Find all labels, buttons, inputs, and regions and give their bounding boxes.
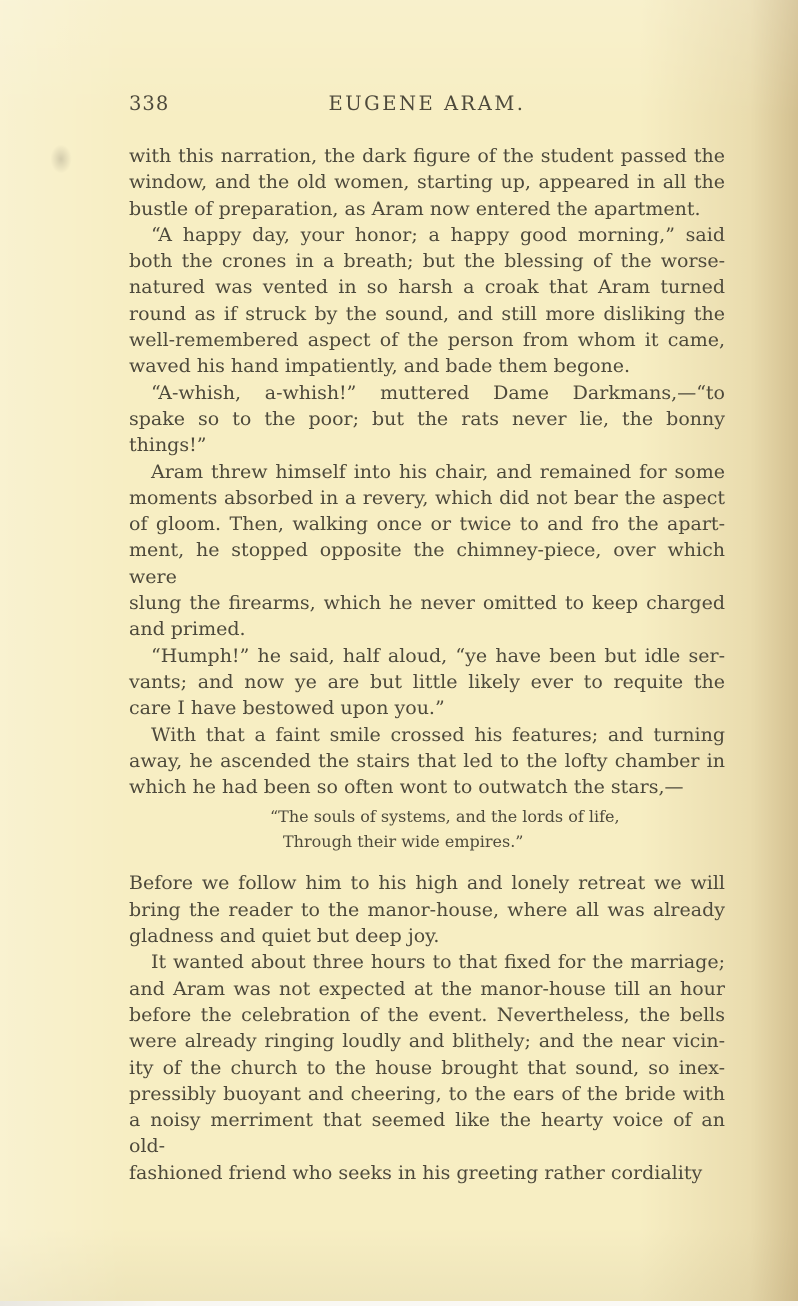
text-line: “Humph!” he said, half aloud, “ye have been but idle ser-: [151, 644, 725, 667]
text-line: With that a faint smile crossed his features; and turning: [151, 723, 725, 746]
running-title: EUGENE ARAM.: [328, 92, 526, 115]
text-line: bring the reader to the manor-house, where all was already: [129, 898, 725, 921]
text-line: things!”: [129, 434, 207, 457]
text-line: both the crones in a breath; but the blessing of the worse-: [129, 250, 725, 273]
page-header: [129, 92, 725, 118]
text-line: waved his hand impatiently, and bade them begone.: [129, 355, 631, 378]
text-line: Through their wide empires.”: [283, 832, 524, 852]
paragraph: [129, 222, 725, 380]
text-line: round as if struck by the sound, and still more disliking the: [129, 302, 725, 325]
text-line: bustle of preparation, as Aram now entered the apartment.: [129, 197, 701, 220]
text-line: were already ringing loudly and blithely; and the near vicin-: [129, 1030, 725, 1053]
text-line: “A-whish, a-whish!” muttered Dame Darkmans,—“to: [151, 381, 725, 404]
text-line: window, and the old women, starting up, appeared in all the: [129, 171, 725, 194]
verse-quote: [270, 804, 725, 854]
text-line: gladness and quiet but deep joy.: [129, 925, 440, 948]
text-line: It wanted about three hours to that fixed for the marriage;: [151, 951, 725, 974]
text-line: a noisy merriment that seemed like the hearty voice of an old-: [129, 1109, 725, 1158]
text-line: Aram threw himself into his chair, and remained for some: [151, 460, 725, 483]
paragraph: [129, 143, 725, 222]
text-line: “The souls of systems, and the lords of life,: [270, 807, 620, 827]
text-line: away, he ascended the stairs that led to the lofty chamber in: [129, 749, 725, 772]
text-line: spake so to the poor; but the rats never lie, the bonny: [129, 407, 725, 430]
paragraph: [129, 459, 725, 643]
text-line: care I have bestowed upon you.”: [129, 697, 445, 720]
page-number: 338: [129, 92, 170, 115]
paper-smudge: [50, 144, 72, 174]
scan-bottom-edge: [0, 1301, 798, 1306]
text-line: with this narration, the dark figure of the student passed the: [129, 145, 725, 167]
text-line: “A happy day, your honor; a happy good morning,” said: [151, 223, 725, 246]
text-line: well-remembered aspect of the person from whom it came,: [129, 329, 725, 352]
text-line: natured was vented in so harsh a croak that Aram turned: [129, 276, 725, 299]
paragraph: [129, 870, 725, 949]
paragraph: [129, 722, 725, 801]
text-line: before the celebration of the event. Nevertheless, the bells: [129, 1003, 725, 1026]
text-line: and Aram was not expected at the manor-house till an hour: [129, 977, 725, 1000]
paragraph: [129, 380, 725, 459]
page-body: [129, 143, 725, 1186]
text-line: which he had been so often wont to outwatch the stars,—: [129, 776, 684, 799]
text-line: ment, he stopped opposite the chimney-piece, over which were: [129, 539, 725, 588]
text-line: vants; and now ye are but little likely ever to requite the: [129, 670, 725, 693]
text-line: and primed.: [129, 618, 246, 641]
text-line: moments absorbed in a revery, which did not bear the aspect: [129, 486, 725, 509]
text-line: pressibly buoyant and cheering, to the ears of the bride with: [129, 1082, 725, 1105]
text-line: fashioned friend who seeks in his greeting rather cordiality: [129, 1161, 703, 1184]
text-line: Before we follow him to his high and lonely retreat we will: [129, 872, 725, 895]
paragraph: [129, 949, 725, 1186]
text-line: ity of the church to the house brought that sound, so inex-: [129, 1056, 725, 1079]
text-line: slung the firearms, which he never omitted to keep charged: [129, 592, 725, 615]
text-line: of gloom. Then, walking once or twice to and fro the apart-: [129, 513, 725, 536]
paragraph: [129, 643, 725, 722]
